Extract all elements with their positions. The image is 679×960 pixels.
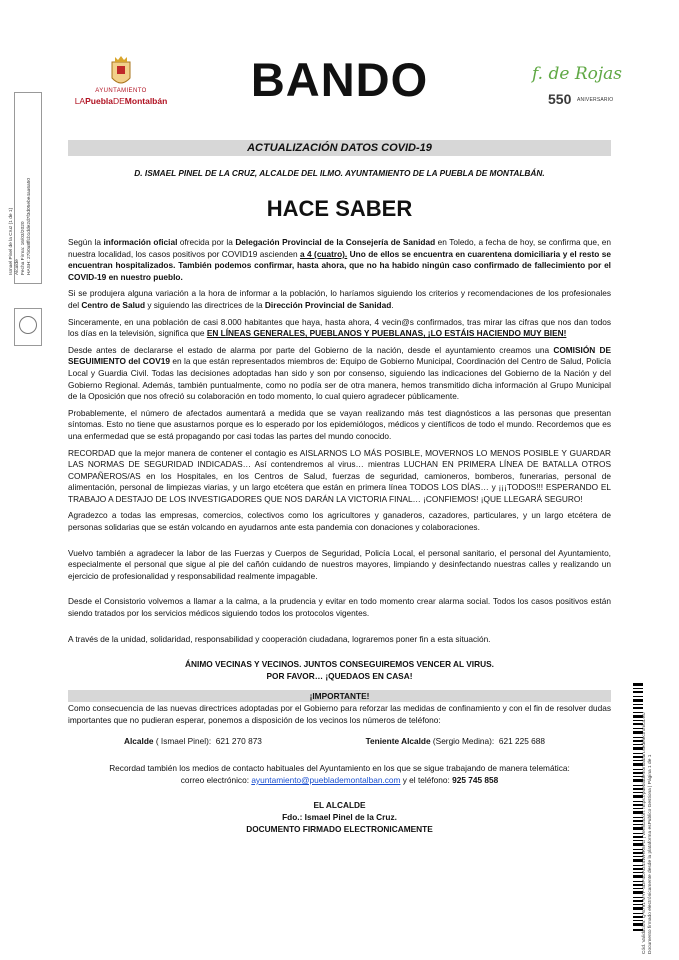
contact-deputy-mayor: Teniente Alcalde (Sergio Medina): 621 225 688 bbox=[365, 735, 545, 746]
anniversary-logo-label: ANIVERSARIO bbox=[577, 97, 614, 103]
paragraph-12: Recordad también los medios de contacto habituales del Ayuntamiento en los que se sigue trabajando de manera telemática: bbox=[109, 763, 570, 774]
hace-saber-heading: HACE SABER bbox=[266, 196, 413, 221]
anniversary-logo-number: 550 bbox=[548, 91, 572, 107]
mayor-subtitle: D. ISMAEL PINEL DE LA CRUZ, ALCALDE DEL ILMO. AYUNTAMIENTO DE LA PUEBLA DE MONTALBÁN. bbox=[134, 168, 545, 178]
slogan-1: ÁNIMO VECINAS Y VECINOS. JUNTOS CONSEGUIREMOS VENCER AL VIRUS. bbox=[185, 659, 494, 670]
mayor-phone[interactable]: 621 270 873 bbox=[215, 735, 262, 746]
paragraph-4: Desde antes de declararse el estado de alarma por parte del Gobierno de la nación, desde el ayuntamiento creamos una COMISIÓN DE SEGUIMIENTO del COV19 en la que están representados miembros de: Equipo de Gobierno Municipal, Coordinación del Centro de Salud, Policía Local y Guardia Civil. Todas las decisiones adoptadas han sido y son por consenso, siguiendo las indicaciones del Gobierno de la Nación y del Gobierno Regional. Además, también puntualmente, como no podía ser de otra manera, hemos transmitido dicha información al Grupo Municipal de la Oposición que nos ofreció su colaboración en todo momento, lo cual quiero agradecer públicamente. bbox=[68, 344, 612, 402]
paragraph-9: Desde el Consistorio volvemos a llamar a la calma, a la prudencia y evitar en todo momento crear alarma social. Todos los casos positivos están siendo tratados por los servicios médicos siguiendo todos los protocolos vigentes. bbox=[68, 596, 611, 619]
covid-banner: ACTUALIZACIÓN DATOS COVID-19 bbox=[68, 140, 611, 156]
important-banner: ¡IMPORTANTE! bbox=[68, 690, 611, 702]
paragraph-7: Agradezco a todas las empresas, comercios, colectivos como los agricultores y ganaderos, cazadores, particulares, y un largo etcétera de personas solidarias que se están volcando en ayudarnos ante esta pandemia con donaciones y colaboraciones. bbox=[68, 510, 611, 533]
signature-stamp-text: Ismael Pinel de la Cruz (1 de 1) Alcalde Fecha Firma: 16/03/2020 HASH: 27b0a8ffcb1dde2d7f3d05ebe4aa6a50 bbox=[9, 177, 32, 275]
contact-mayor: Alcalde ( Ismael Pinel): 621 270 873 bbox=[124, 735, 262, 746]
email-link[interactable]: ayuntamiento@pueblademontalban.com bbox=[251, 774, 401, 785]
contact-line: correo electrónico: ayuntamiento@pueblademontalban.com y el teléfono: 925 745 858 bbox=[180, 774, 499, 785]
paragraph-6: RECORDAD que la mejor manera de contener el contagio es AISLARNOS LO MÁS POSIBLE, MOVERNOS LO MENOS POSIBLE Y GUARDAR LAS NORMAS DE SEGURIDAD INDICADAS… Así contendremos al virus… mientras LUCHAN EN PRIMERA LÍNEA DE BATALLA OTROS COMPAÑEROS/AS en los Hospitales, en los Centros de Salud, fuerzas de seguridad, camioneros, bomberos, funerarias, personal de alimentación, personal de limpiezas viarias, y un largo etcétera que están en primera línea TODOS LOS DÍAS… y ¡¡¡TODOS!!! ESPERANDO EL TRABAJO A DESTAJO DE LOS INVESTIGADORES QUE NOS DARÁN LA VICTORIA FINAL… ¡CONFIEMOS! ¡QUE LLEGARÁ SEGURO! bbox=[68, 447, 611, 504]
town-hall-phone[interactable]: 925 745 858 bbox=[452, 774, 499, 785]
signature-note: DOCUMENTO FIRMADO ELECTRONICAMENTE bbox=[246, 823, 433, 834]
paragraph-8: Vuelvo también a agradecer la labor de las Fuerzas y Cuerpos de Seguridad, Policía Local, el personal sanitario, el personal del Ayuntamiento, especialmente el personal que sigue al pie del cañón cuidando de nuestros mayores, limpiando y desinfectando nuestras calles y realizando un ejercicio de profesionalidad y responsabilidad realmente impagable. bbox=[68, 547, 611, 581]
page-title: BANDO bbox=[250, 53, 429, 106]
contact-phones bbox=[68, 736, 611, 748]
paragraph-5: Probablemente, el número de afectados aumentará a medida que se vayan realizando más test diagnósticos a las personas que presentan síntomas. Esto no tiene que asustarnos porque es lo esperado por los epidemiólogos, médicos y científicos de todo el mundo. Recordemos que es una enfermedad que se está propagando por casi todas las partes del mundo conocido. bbox=[68, 407, 611, 441]
validation-text: Cód. Validación: Q-6791-MYF-4DP4DAG4SWHR5FG | Verificación: https://pueblademontalban.sedelectronica.es/ Documento firmado electrónicamente desde la plataforma esPublico Gestiona | Página 1 de 1 bbox=[642, 712, 653, 954]
signature-role: EL ALCALDE bbox=[313, 800, 366, 811]
town-hall-label: AYUNTAMIENTO bbox=[95, 88, 147, 94]
anniversary-logo-title: f. de Rojas bbox=[532, 64, 623, 84]
paragraph-2: Si se produjera alguna variación a la hora de informar a la población, lo haríamos siguiendo los criterios y recomendaciones de los profesionales del Centro de Salud y siguiendo las directrices de la Dirección Provincial de Sanidad. bbox=[68, 288, 611, 310]
slogan-2: POR FAVOR… ¡QUEDAOS EN CASA! bbox=[266, 670, 413, 681]
signature-name: Fdo.: Ismael Pinel de la Cruz. bbox=[282, 811, 397, 822]
town-name: LAPueblaDEMontalbán bbox=[74, 96, 168, 106]
paragraph-10: A través de la unidad, solidaridad, responsabilidad y cooperación ciudadana, lograremos poner fin a esta situación. bbox=[68, 633, 491, 644]
deputy-mayor-phone[interactable]: 621 225 688 bbox=[498, 735, 545, 746]
paragraph-11: Como consecuencia de las nuevas directrices adoptadas por el Gobierno para reforzar las medidas de confinamiento y con el fin de resolver dudas importantes que no pudieran esperar, ponemos a disposición de los vecinos los números de teléfono: bbox=[68, 703, 611, 725]
seal-icon bbox=[19, 316, 37, 334]
document-body bbox=[68, 237, 611, 835]
paragraph-1: Según la información oficial ofrecida por la Delegación Provincial de la Consejería de Sanidad en Toledo, a fecha de hoy, se confirma que, en nuestra localidad, los casos positivos por COVID19 ascienden a 4 (cuatro). Uno de ellos se encuentra en cuarentena domiciliaria y el resto se encuentran hospitalizados. También podemos confirmar, hasta ahora, que no ha habido ningún caso confirmado de fallecimiento por el COVID-19 en nuestro pueblo. bbox=[68, 237, 612, 282]
paragraph-3: Sinceramente, en una población de casi 8.000 habitantes que haya, hasta ahora, 4 vecin@s confirmados, tras mirar las cifras que nos dan todos los días en la televisión, significa que EN LÍNEAS GENERALES, PUEBLANOS Y PUEBLANAS, ¡LO ESTÁIS HACIENDO MUY BIEN! bbox=[68, 316, 611, 339]
